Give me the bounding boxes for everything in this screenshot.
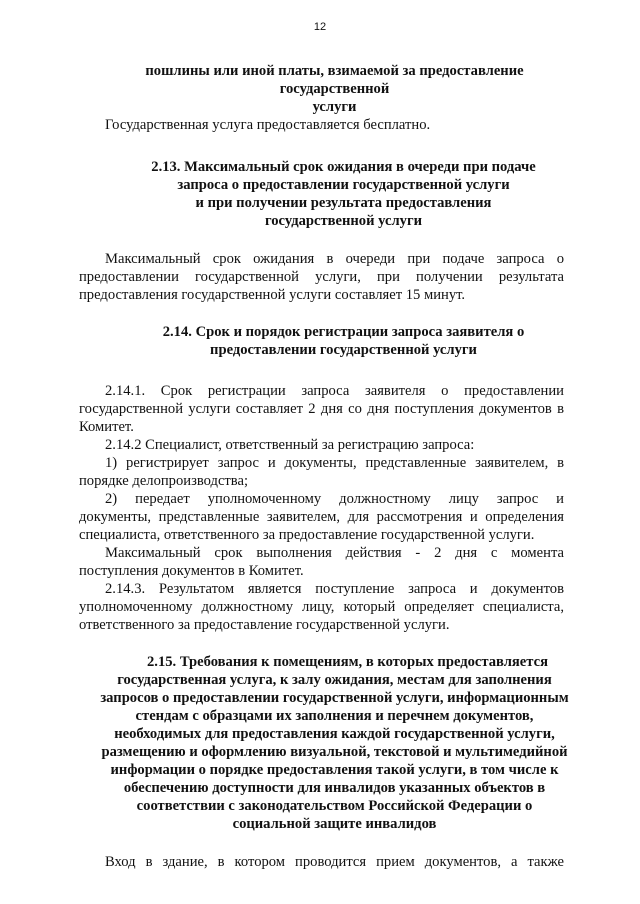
paragraph-free-service bbox=[105, 116, 564, 134]
heading-line: и при получении результата предоставления bbox=[195, 195, 492, 211]
text-line: Государственная услуга предоставляется бесплатно. bbox=[105, 117, 431, 133]
page-number: 12 bbox=[313, 21, 327, 33]
paragraph-item-1 bbox=[79, 454, 564, 490]
heading-line: соответствии с законодательством Российской Федерации о bbox=[136, 798, 533, 814]
text-line: 1) регистрирует запрос и документы, представленные заявителем, в bbox=[105, 455, 564, 471]
text-line: Комитет. bbox=[79, 419, 134, 435]
paragraph-item-2 bbox=[79, 490, 564, 544]
heading-line: 2.14. Срок и порядок регистрации запроса заявителя о bbox=[162, 324, 525, 340]
heading-line: информации о порядке предоставления такой услуги, в том числе к bbox=[110, 762, 559, 778]
paragraph-max-time bbox=[79, 544, 564, 580]
heading-line: государственной услуги bbox=[264, 213, 423, 229]
paragraph-entrance bbox=[105, 853, 564, 871]
text-line: уполномоченному должностному лицу, который определяет специалиста, bbox=[79, 599, 564, 615]
heading-line: предоставлении государственной услуги bbox=[210, 342, 477, 358]
heading-line: обеспечению доступности для инвалидов указанных объектов в bbox=[123, 780, 546, 796]
heading-line: запроса о предоставлении государственной услуги bbox=[177, 177, 510, 193]
text-line: ответственного за предоставление государственной услуги. bbox=[79, 617, 450, 633]
paragraph-2-14-2 bbox=[79, 436, 564, 454]
text-line: 2.14.3. Результатом является поступление запроса и документов bbox=[105, 581, 564, 597]
text-line: предоставлении государственной услуги, при получении результата bbox=[79, 269, 564, 285]
text-line: Максимальный срок выполнения действия - 2 дня с момента bbox=[105, 545, 564, 561]
heading-line: 2.15. Требования к помещениям, в которых предоставляется bbox=[147, 654, 548, 670]
heading-line: размещению и оформлению визуальной, текстовой и мультимедийной bbox=[101, 744, 568, 760]
paragraph-2-14-1 bbox=[79, 382, 564, 436]
heading-line: необходимых для предоставления каждой государственной услуги, bbox=[114, 726, 555, 742]
section-heading-2-14 bbox=[105, 323, 564, 359]
heading-line: государственная услуга, к залу ожидания, местам для заполнения bbox=[117, 672, 552, 688]
text-line: Максимальный срок ожидания в очереди при подаче запроса о bbox=[105, 251, 564, 267]
section-heading-2-12 bbox=[105, 62, 564, 116]
text-line: 2.14.1. Срок регистрации запроса заявителя о предоставлении bbox=[105, 383, 564, 399]
heading-line: государственной bbox=[279, 81, 390, 97]
paragraph-queue-time bbox=[79, 250, 564, 304]
heading-line: социальной защите инвалидов bbox=[232, 816, 437, 832]
text-line: 2.14.2 Специалист, ответственный за регистрацию запроса: bbox=[105, 437, 475, 453]
text-line: специалиста, ответственного за предоставление государственной услуги. bbox=[79, 527, 535, 543]
paragraph-2-14-3 bbox=[79, 580, 564, 634]
heading-line: пошлины или иной платы, взимаемой за предоставление bbox=[145, 63, 524, 79]
heading-line: запросов о предоставлении государственной услуги, информационным bbox=[100, 690, 569, 706]
section-heading-2-15 bbox=[75, 653, 594, 833]
section-body-2-14 bbox=[79, 382, 564, 634]
text-line: 2) передает уполномоченному должностному лицу запрос и bbox=[105, 491, 564, 507]
document-body bbox=[79, 62, 569, 871]
heading-line: 2.13. Максимальный срок ожидания в очереди при подаче bbox=[151, 159, 536, 175]
text-line: предоставления государственной услуги составляет 15 минут. bbox=[79, 287, 466, 303]
heading-line: услуги bbox=[312, 99, 357, 115]
section-heading-2-13 bbox=[105, 158, 564, 230]
heading-line: стендам с образцами их заполнения и перечнем документов, bbox=[135, 708, 534, 724]
text-line: государственной услуги составляет 2 дня со дня поступления документов в bbox=[79, 401, 564, 417]
text-line: порядке делопроизводства; bbox=[79, 473, 249, 489]
text-line: документы, представленные заявителем, для рассмотрения и определения bbox=[79, 509, 564, 525]
text-line: Вход в здание, в котором проводится прием документов, а также bbox=[105, 854, 564, 870]
text-line: поступления документов в Комитет. bbox=[79, 563, 304, 579]
